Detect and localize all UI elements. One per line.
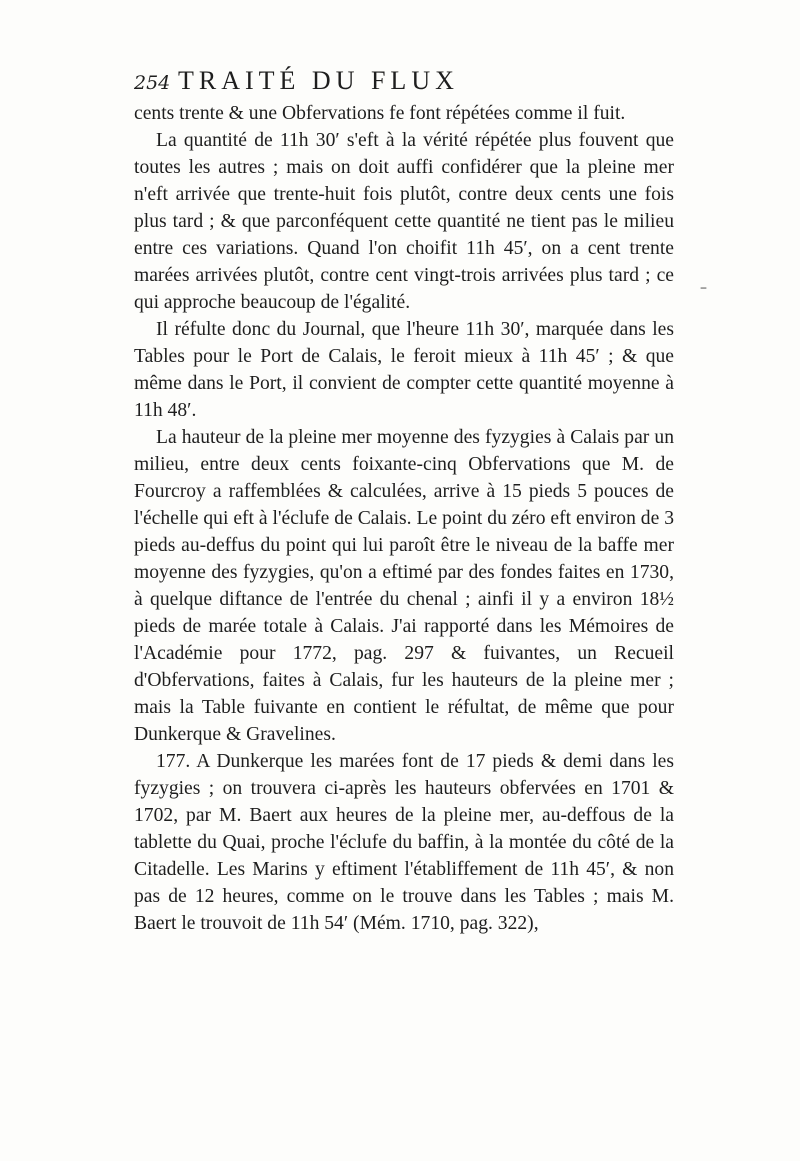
paragraph-3: Il réfulte donc du Journal, que l'heure 11h 30′, marquée dans les Tables pour le Port de Calais, le feroit mieux à 11h 45′ ; & que même dans le Port, il convient de compter cette quantité moyenne à 11h 48′. — [134, 319, 674, 421]
running-title: TRAITÉ DU FLUX — [178, 66, 459, 95]
paragraph-4: La hauteur de la pleine mer moyenne des fyzygies à Calais par un milieu, entre deux cents foixante-cinq Obfervations que M. de Fourcroy a raffemblées & calculées, arrive à 15 pieds 5 pouces de l'échelle qui eft à l'éclufe de Calais. Le point du zéro eft environ de 3 pieds au-deffus du point qui lui paroît être le niveau de la baffe mer moyenne des fyzygies, qu'on a eftimé par des fondes faites en 1730, à quelque diftance de l'entrée du chenal ; ainfi il y a environ 18½ pieds de marée totale à Calais. J'ai rapporté dans les Mémoires de l'Académie pour 1772, pag. 297 & fuivantes, un Recueil d'Obfervations, faites à Calais, fur les hauteurs de la pleine mer ; mais la Table fuivante en contient le réfultat, de même que pour Dunkerque & Gravelines. — [134, 427, 674, 745]
paragraph-2: La quantité de 11h 30′ s'eft à la vérité répétée plus fouvent que toutes les autres ; mais on doit auffi confidérer que la pleine mer n'eft arrivée que trente-huit fois plutôt, contre deux cents une fois plus tard ; & que parconféquent cette quantité ne tient pas le milieu entre ces variations. Quand l'on choifit 11h 45′, on a cent trente marées arrivées plutôt, contre cent vingt-trois arrivées plus tard ; ce qui approche beaucoup de l'égalité. — [134, 130, 674, 313]
margin-dash-mark: – — [700, 280, 707, 296]
page-header — [134, 66, 674, 102]
paragraph-1: cents trente & une Obfervations fe font répétées comme il fuit. — [134, 103, 626, 124]
body-text — [134, 100, 674, 937]
page-number: 254 — [134, 72, 171, 94]
paragraph-5: 177. A Dunkerque les marées font de 17 pieds & demi dans les fyzygies ; on trouvera ci-après les hauteurs obfervées en 1701 & 1702, par M. Baert aux heures de la pleine mer, au-deffous de la tablette du Quai, proche l'éclufe du baffin, à la montée du côté de la Citadelle. Les Marins y eftiment l'établiffement de 11h 45′, & non pas de 12 heures, comme on le trouve dans les Tables ; mais M. Baert le trouvoit de 11h 54′ (Mém. 1710, pag. 322), — [134, 751, 674, 934]
